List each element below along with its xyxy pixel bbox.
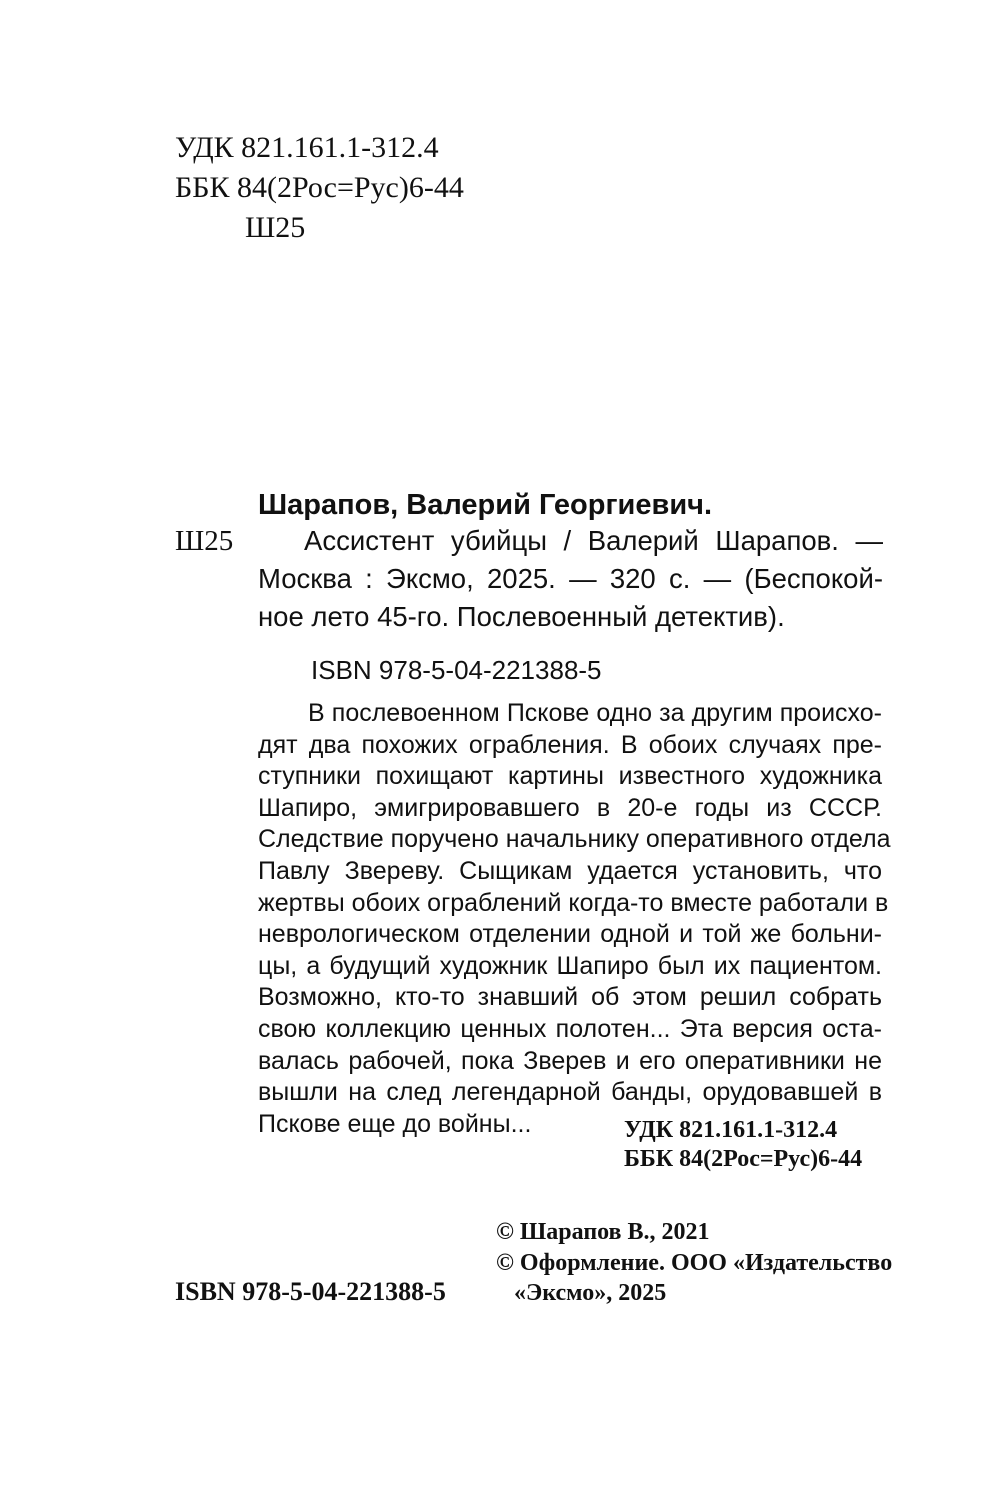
isbn-record: ISBN 978-5-04-221388-5 bbox=[311, 655, 602, 685]
author-mark: Ш25 bbox=[175, 525, 234, 557]
citation-line: Москва : Эксмо, 2025. — 320 с. — (Беспокой- bbox=[258, 563, 883, 594]
citation-line: ное лето 45-го. Послевоенный детектив). bbox=[258, 601, 785, 632]
annotation-line: В послевоенном Пскове одно за другим происхо- bbox=[308, 699, 882, 727]
isbn-footer: ISBN 978-5-04-221388-5 bbox=[175, 1277, 446, 1306]
annotation-line: дят два похожих ограбления. В обоих случаях пре- bbox=[258, 730, 882, 759]
annotation-line: Возможно, кто-то знавший об этом решил собрать bbox=[258, 983, 882, 1012]
udk-code-record: УДК 821.161.1-312.4 bbox=[624, 1117, 838, 1143]
annotation-line: цы, а будущий художник Шапиро был их пациентом. bbox=[258, 951, 882, 980]
annotation-line: вышли на след легендарной банды, орудовавшей в bbox=[258, 1078, 882, 1107]
annotation-line: жертвы обоих ограблений когда-то вместе работали в bbox=[258, 888, 889, 917]
annotation bbox=[258, 698, 891, 1140]
copyright-design: © Оформление. ООО «Издательство bbox=[496, 1250, 893, 1276]
annotation-line: свою коллекцию ценных полотен... Эта версия оста- bbox=[258, 1014, 882, 1043]
annotation-line: валась рабочей, пока Зверев и его оперативники не bbox=[258, 1046, 882, 1075]
author-heading: Шарапов, Валерий Георгиевич. bbox=[258, 489, 713, 521]
annotation-line: ступники похищают картины известного художника bbox=[258, 762, 882, 791]
bbk-code-record: ББК 84(2Рос=Рус)6-44 bbox=[624, 1146, 863, 1172]
copyright-author: © Шарапов В., 2021 bbox=[496, 1219, 710, 1245]
udk-code-header: УДК 821.161.1-312.4 bbox=[175, 131, 439, 164]
citation-line: Ассистент убийцы / Валерий Шарапов. — bbox=[304, 525, 883, 556]
annotation-line: неврологическом отделении одной и той же больни- bbox=[258, 920, 882, 949]
citation bbox=[258, 522, 883, 636]
annotation-line: Павлу Звереву. Сыщикам удается установить, что bbox=[258, 856, 882, 885]
bbk-code-header: ББК 84(2Рос=Рус)6-44 bbox=[175, 171, 464, 204]
annotation-line: Шапиро, эмигрировавшего в 20-е годы из СССР. bbox=[258, 793, 882, 822]
annotation-line: Пскове еще до войны... bbox=[258, 1109, 532, 1138]
author-mark-header: Ш25 bbox=[245, 211, 306, 244]
annotation-line: Следствие поручено начальнику оперативного отдела bbox=[258, 825, 891, 854]
copyright-design-continued: «Эксмо», 2025 bbox=[514, 1280, 667, 1306]
